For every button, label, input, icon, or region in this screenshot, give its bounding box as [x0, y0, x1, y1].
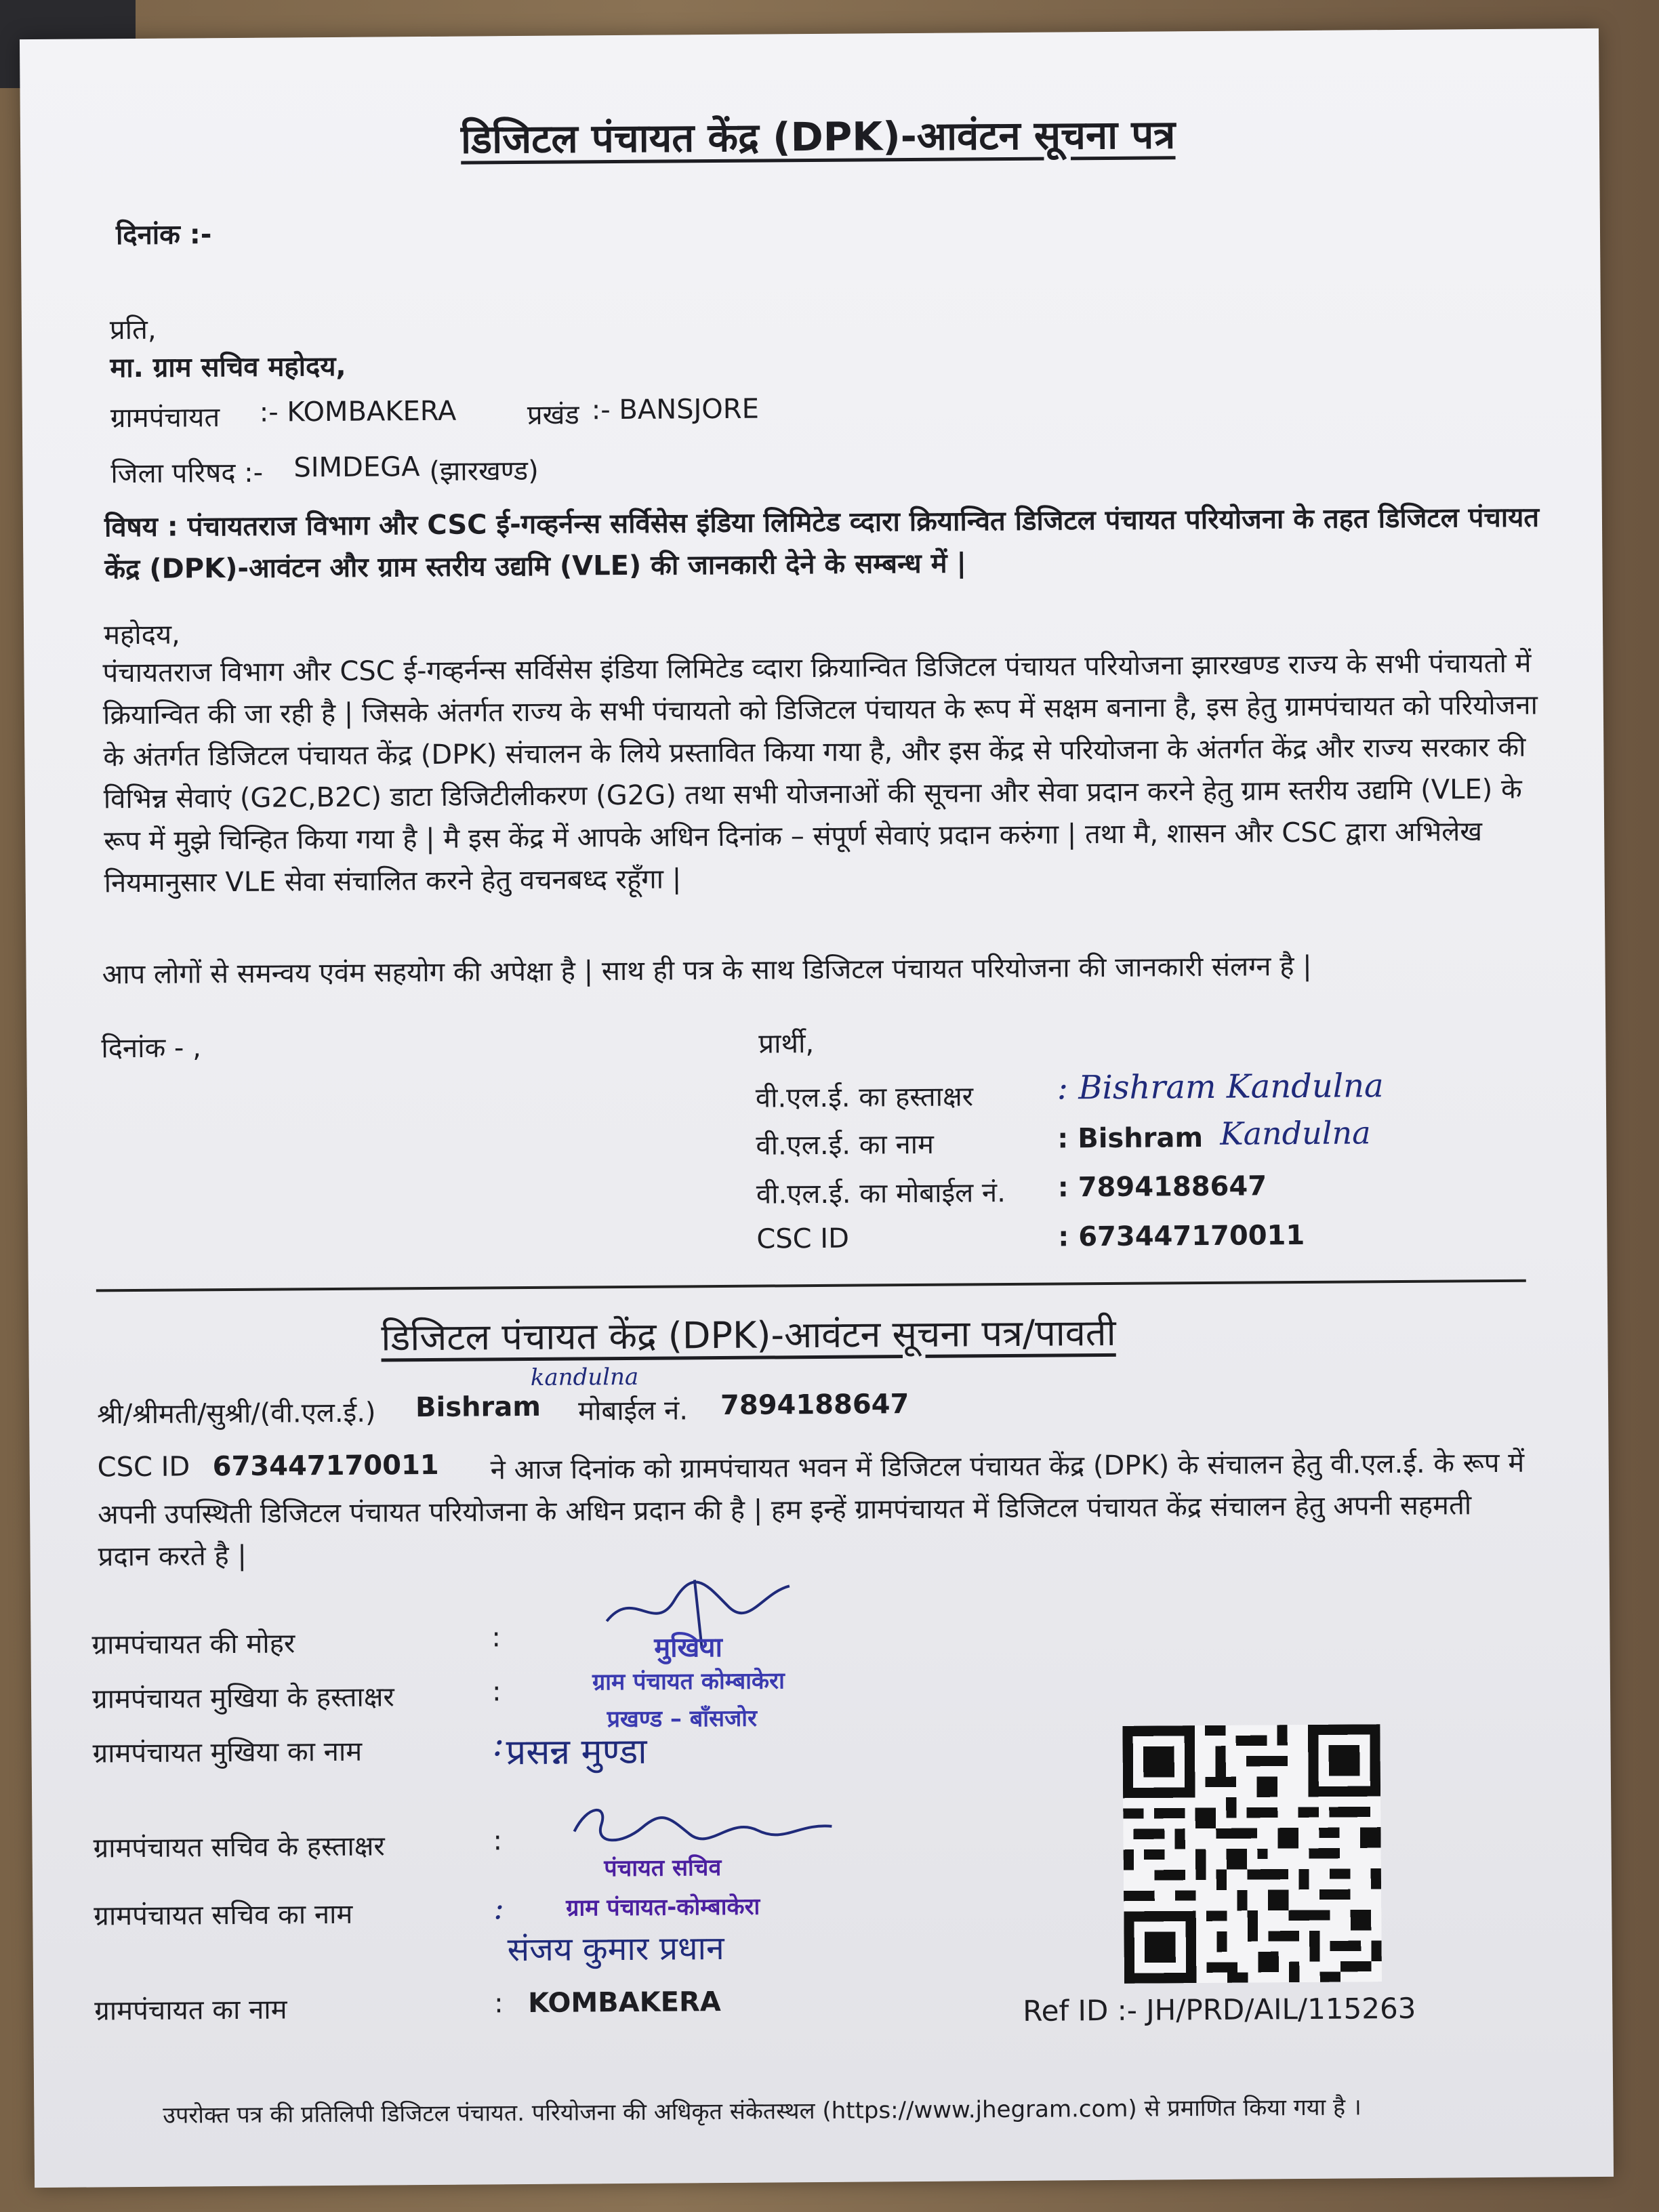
vle-name-value: : Bishram [1057, 1122, 1204, 1155]
sachiv-signature-colon: : [493, 1825, 503, 1857]
seal-colon: : [491, 1622, 501, 1654]
receipt-mobile-value: 7894188647 [720, 1389, 909, 1422]
applicant-date-label: दिनांक - , [101, 1032, 201, 1065]
footer-note: उपरोक्त पत्र की प्रतिलिपी डिजिटल पंचायत. परियोजना की अधिकृत संकेतस्थल (https://www.jhegram.com) से प्रमाणित किया गया है । [163, 2093, 1361, 2129]
mukhiya-stamp-block: प्रखण्ड – बाँसजोर [607, 1704, 758, 1734]
vle-mobile-value: : 7894188647 [1057, 1170, 1267, 1204]
csc-id-value: : 673447170011 [1058, 1219, 1305, 1253]
receipt-csc-label: CSC ID [97, 1451, 190, 1483]
district-value: SIMDEGA [293, 451, 420, 484]
mukhiya-name-handwritten: प्रसन्न मुण्डा [506, 1731, 647, 1774]
state-label: (झारखण्ड) [429, 455, 539, 487]
closing-line: आप लोगों से समन्वय एवंम सहयोग की अपेक्षा है | साथ ही पत्र के साथ डिजिटल पंचायत परियोजना की जानकारी संलग्न है | [102, 950, 1312, 991]
block-label: प्रखंड [527, 399, 579, 431]
csc-id-label: CSC ID [756, 1223, 850, 1255]
sachiv-name-label: ग्रामपंचायत सचिव का नाम [94, 1898, 353, 1932]
sachiv-signature-label: ग्रामपंचायत सचिव के हस्ताक्षर [93, 1830, 385, 1864]
prati-label: प्रति, [109, 314, 157, 346]
mukhiya-signature-label: ग्रामपंचायत मुखिया के हस्ताक्षर [91, 1681, 394, 1715]
document-page [20, 28, 1614, 2188]
receipt-prefix: श्री/श्रीमती/सुश्री/(वी.एल.ई.) [96, 1397, 376, 1431]
addressee: मा. ग्राम सचिव महोदय, [110, 350, 346, 384]
gp-name-colon: : [494, 1988, 504, 2020]
vle-signature-label: वी.एल.ई. का हस्ताक्षर [755, 1081, 974, 1114]
vle-signature: : Bishram Kandulna [1057, 1067, 1384, 1107]
salutation: महोदय, [103, 619, 180, 651]
document-title: डिजिटल पंचायत केंद्र (DPK)-आवंटन सूचना पत्र [460, 111, 1176, 163]
ref-id: Ref ID :- JH/PRD/AIL/115263 [1023, 1991, 1416, 2028]
receipt-text: ने आज दिनांक को ग्रामपंचायत भवन में डिजिटल पंचायत केंद्र (DPK) के संचालन हेतु वी.एल.ई. के रूप में अपनी उपस्थिती डिजिटल पंचायत परियोजना के अधिन प्रदान की है | हम इन्हें ग्रामपंचायत में डिजिटल पंचायत केंद्र संचालन हेतु अपनी सहमती प्रदान करते है | [98, 1447, 1525, 1573]
seal-label: ग्रामपंचायत की मोहर [91, 1628, 295, 1661]
mukhiya-signature-colon: : [491, 1676, 501, 1708]
gp-name-value: KOMBAKERA [528, 1986, 721, 2020]
sachiv-stamp-gp: ग्राम पंचायत-कोम्बाकेरा [566, 1893, 760, 1922]
sachiv-name-colon: : [493, 1889, 504, 1927]
subject-line: विषय : पंचायतराज विभाग और CSC ई-गव्हर्नन्स सर्विसेस इंडिया लिमिटेड व्दारा क्रियान्वित डिजिटल पंचायत परियोजना के तहत डिजिटल पंचायत केंद्र (DPK)-आवंटन और ग्राम स्तरीय उद्यमि (VLE) की जानकारी देने के सम्बन्ध में | [104, 501, 1540, 586]
qr-code [1122, 1724, 1382, 1984]
receipt-mobile-label: मोबाईल नं. [577, 1395, 689, 1427]
district-label: जिला परिषद :- [110, 457, 264, 490]
mukhiya-name-label: ग्रामपंचायत मुखिया का नाम [92, 1736, 363, 1769]
section-divider [96, 1279, 1526, 1292]
receipt-name-handwritten: kandulna [530, 1363, 639, 1391]
vle-name-handwritten: Kandulna [1220, 1114, 1371, 1152]
sachiv-name-handwritten: संजय कुमार प्रधान [507, 1929, 724, 1969]
vle-mobile-label: वी.एल.ई. का मोबाईल नं. [756, 1177, 1006, 1210]
mukhiya-name-colon: : [492, 1723, 505, 1765]
receipt-title: डिजिटल पंचायत केंद्र (DPK)-आवंटन सूचना पत्र/पावती [381, 1311, 1116, 1359]
sachiv-stamp-title: पंचायत सचिव [604, 1854, 722, 1883]
date-label: दिनांक :- [115, 219, 212, 251]
receipt-csc-value: 673447170011 [212, 1449, 439, 1483]
mukhiya-stamp-gp: ग्राम पंचायत कोम्बाकेरा [592, 1667, 785, 1696]
block-value: :- BANSJORE [591, 393, 760, 426]
prarthi-label: प्रार्थी, [758, 1028, 815, 1060]
gp-name-label: ग्रामपंचायत का नाम [94, 1994, 287, 2027]
receipt-name: Bishram [415, 1391, 541, 1424]
gp-label: ग्रामपंचायत [110, 402, 220, 434]
sachiv-signature [560, 1796, 846, 1859]
body-paragraph: पंचायतराज विभाग और CSC ई-गव्हर्नन्स सर्विसेस इंडिया लिमिटेड व्दारा क्रियान्वित डिजिटल पंचायत परियोजना झारखण्ड राज्य के सभी पंचायतो में क्रियान्वित की जा रही है | जिसके अंतर्गत राज्य के सभी पंचायतो को डिजिटल पंचायत के रूप में सक्षम बनाना है, इस हेतु ग्रामपंचायत को परियोजना के अंतर्गत डिजिटल पंचायत केंद्र (DPK) संचालन के लिये प्रस्तावित किया गया है, और इस केंद्र से परियोजना के अंतर्गत केंद्र और राज्य सरकार की विभिन्न सेवाएं (G2C,B2C) डाटा डिजिटीलीकरण (G2G) तथा सभी योजनाओं की सूचना और सेवा प्रदान करने हेतु ग्राम स्तरीय उद्यमि (VLE) के रूप में मुझे चिन्हित किया गया है | मै इस केंद्र में आपके अधिन दिनांक – संपूर्ण सेवाएं प्रदान करुंगा | तथा मै, शासन और CSC द्वारा अभिलेख नियमानुसार VLE सेवा संचालित करने हेतु वचनबध्द रहूँगा | [102, 647, 1538, 899]
mukhiya-stamp-title: मुखिया [654, 1631, 722, 1664]
vle-name-label: वी.एल.ई. का नाम [756, 1128, 935, 1162]
gp-value: :- KOMBAKERA [259, 395, 457, 428]
